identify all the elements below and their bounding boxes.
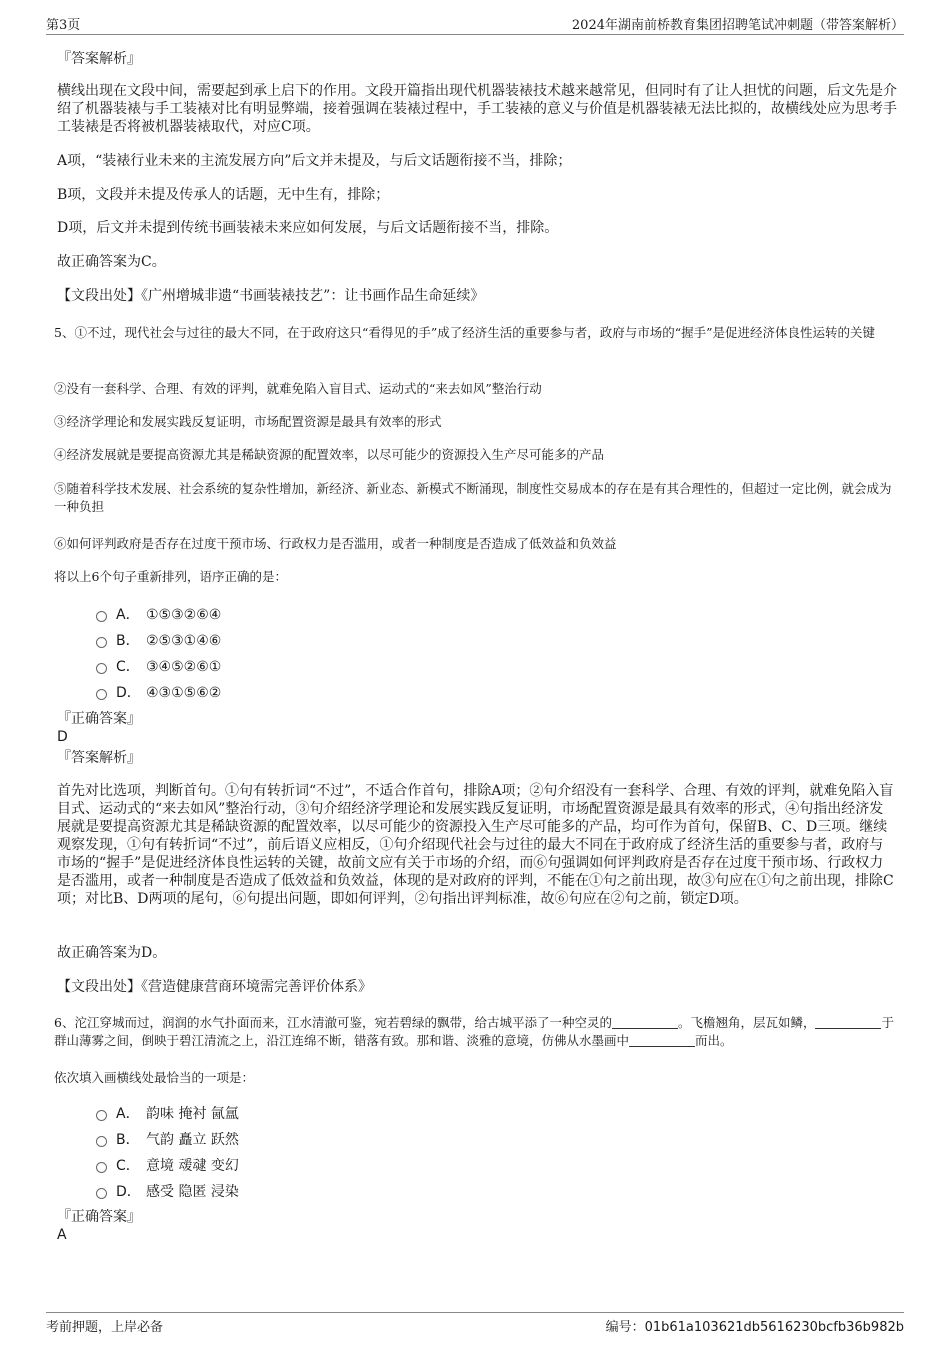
q6-option-d[interactable]: D． 感受 隐匿 浸染: [96, 1181, 239, 1199]
page-header: [46, 12, 904, 35]
q5-analysis-label: 『答案解析』: [57, 750, 141, 766]
q6-option-b[interactable]: B． 气韵 矗立 跃然: [96, 1129, 239, 1147]
footer-slogan: 考前押题，上岸必备: [46, 1320, 164, 1335]
q5-sentence-5: ⑤随着科学技术发展、社会系统的复杂性增加，新经济、新业态、新模式不断涌现，制度性交易成本的存在是有其合理性的，但超过一定比例，就会成为一种负担: [54, 481, 892, 514]
page-footer: [46, 1312, 904, 1335]
q5-answer: D: [57, 729, 68, 745]
q4-analysis-text: 横线出现在文段中间，需要起到承上启下的作用。文段开篇指出现代机器装裱技术越来越常见，但同时有了让人担忧的问题，后文先是介绍了机器装裱与手工装裱对比有明显弊端，接着强调在装裱过程中，手工装裱的意义与价值是机器装裱无法比拟的，故横线处应为思考手工装裱是否将被机器装裱取代，对应C项。: [57, 83, 897, 135]
answer-blank: [629, 1034, 695, 1047]
q6-prompt: 依次填入画横线处最恰当的一项是：: [54, 1070, 255, 1085]
page-number: 第3页: [46, 18, 81, 33]
radio-button[interactable]: [96, 1136, 107, 1147]
q5-analysis-text: 首先对比选项，判断首句。①句有转折词“不过”，不适合作首句，排除A项；②句介绍没有一套科学、合理、有效的评判，就难免陷入盲目式、运动式的“来去如风”整治行动，③句介绍经济学理论和发展实践反复证明，市场配置资源是最具有效率的形式，④句指出经济发展就是要提高资源尤其是稀缺资源的配置效率，以尽可能少的资源投入生产尽可能多的产品，均可作为首句，保留B、C、D三项。继续观察发现，①句有转折词“不过”，前后语义应相反，①句介绍现代社会与过往的最大不同在于政府成了经济生活的重要参与者，政府与市场的“握手”是促进经济体良性运转的关键，故前文应有关于市场的介绍，而⑥句强调如何评判政府是否存在过度干预市场、行政权力是否滥用，或者一种制度是否造成了低效益和负效益，体现的是对政府的评判，不能在①句之前出现，故③句应在①句之前出现，排除C项；对比B、D两项的尾句，⑥句提出问题，即如何评判，②句指出评判标准，故⑥句应在②句之前，锁定D项。: [57, 783, 894, 907]
q6-stem: 6、沱江穿城而过，润润的水气扑面而来，江水清澈可鉴，宛若碧绿的飘带，给古城平添了一种空灵的 。飞檐翘角，层瓦如鳞， 于群山薄雾之间，倒映于碧江清流之上，沿江连绵不断，错落有致。那和谐、淡雅的意境，仿佛从水墨画中 而出。: [54, 1015, 894, 1048]
q5-sentence-6: ⑥如何评判政府是否存在过度干预市场、行政权力是否滥用，或者一种制度是否造成了低效益和负效益: [54, 536, 617, 551]
q4-analysis-label: 『答案解析』: [57, 51, 141, 67]
q4-item-a: A项，“装裱行业未来的主流发展方向”后文并未提及，与后文话题衔接不当，排除；: [57, 153, 572, 169]
q5-option-b[interactable]: B． ②⑤③①④⑥: [96, 630, 221, 648]
q5-source: 【文段出处】《营造健康营商环境需完善评价体系》: [57, 979, 372, 995]
q5-conclusion: 故正确答案为D。: [57, 945, 167, 961]
radio-button[interactable]: [96, 689, 107, 700]
radio-button[interactable]: [96, 663, 107, 674]
q4-source: 【文段出处】《广州增城非遗“书画装裱技艺”：让书画作品生命延续》: [57, 288, 485, 304]
q5-sentence-2: ②没有一套科学、合理、有效的评判，就难免陷入盲目式、运动式的“来去如风”整治行动: [54, 381, 542, 396]
q5-sentence-4: ④经济发展就是要提高资源尤其是稀缺资源的配置效率，以尽可能少的资源投入生产尽可能多的产品: [54, 447, 605, 462]
q5-option-c[interactable]: C． ③④⑤②⑥①: [96, 656, 221, 674]
q5-option-d[interactable]: D． ④③①⑤⑥②: [96, 682, 221, 700]
document-title: 2024年湖南前桥教育集团招聘笔试冲刺题（带答案解析）: [571, 18, 904, 33]
q4-conclusion: 故正确答案为C。: [57, 254, 166, 270]
q5-sentence-1: 5、①不过，现代社会与过往的最大不同，在于政府这只“看得见的手”成了经济生活的重要参与者，政府与市场的“握手”是促进经济体良性运转的关键: [54, 325, 876, 340]
q5-option-a[interactable]: A． ①⑤③②⑥④: [96, 604, 221, 622]
radio-button[interactable]: [96, 637, 107, 648]
radio-button[interactable]: [96, 1188, 107, 1199]
radio-button[interactable]: [96, 1162, 107, 1173]
q6-answer-label: 『正确答案』: [57, 1209, 141, 1225]
radio-button[interactable]: [96, 1110, 107, 1121]
q6-option-c[interactable]: C． 意境 叆叇 变幻: [96, 1155, 239, 1173]
q4-item-d: D项，后文并未提到传统书画装裱未来应如何发展，与后文话题衔接不当，排除。: [57, 220, 559, 236]
q6-answer: A: [57, 1227, 67, 1243]
answer-blank: [612, 1016, 678, 1029]
q5-answer-label: 『正确答案』: [57, 711, 141, 727]
q5-prompt: 将以上6个句子重新排列，语序正确的是：: [54, 569, 287, 584]
radio-button[interactable]: [96, 611, 107, 622]
q5-sentence-3: ③经济学理论和发展实践反复证明，市场配置资源是最具有效率的形式: [54, 414, 442, 429]
answer-blank: [815, 1016, 881, 1029]
q4-item-b: B项，文段并未提及传承人的话题，无中生有，排除；: [57, 187, 390, 203]
q6-option-a[interactable]: A． 韵味 掩衬 氤氲: [96, 1103, 239, 1121]
document-code: 编号：01b61a103621db5616230bcfb36b982b: [605, 1320, 904, 1335]
